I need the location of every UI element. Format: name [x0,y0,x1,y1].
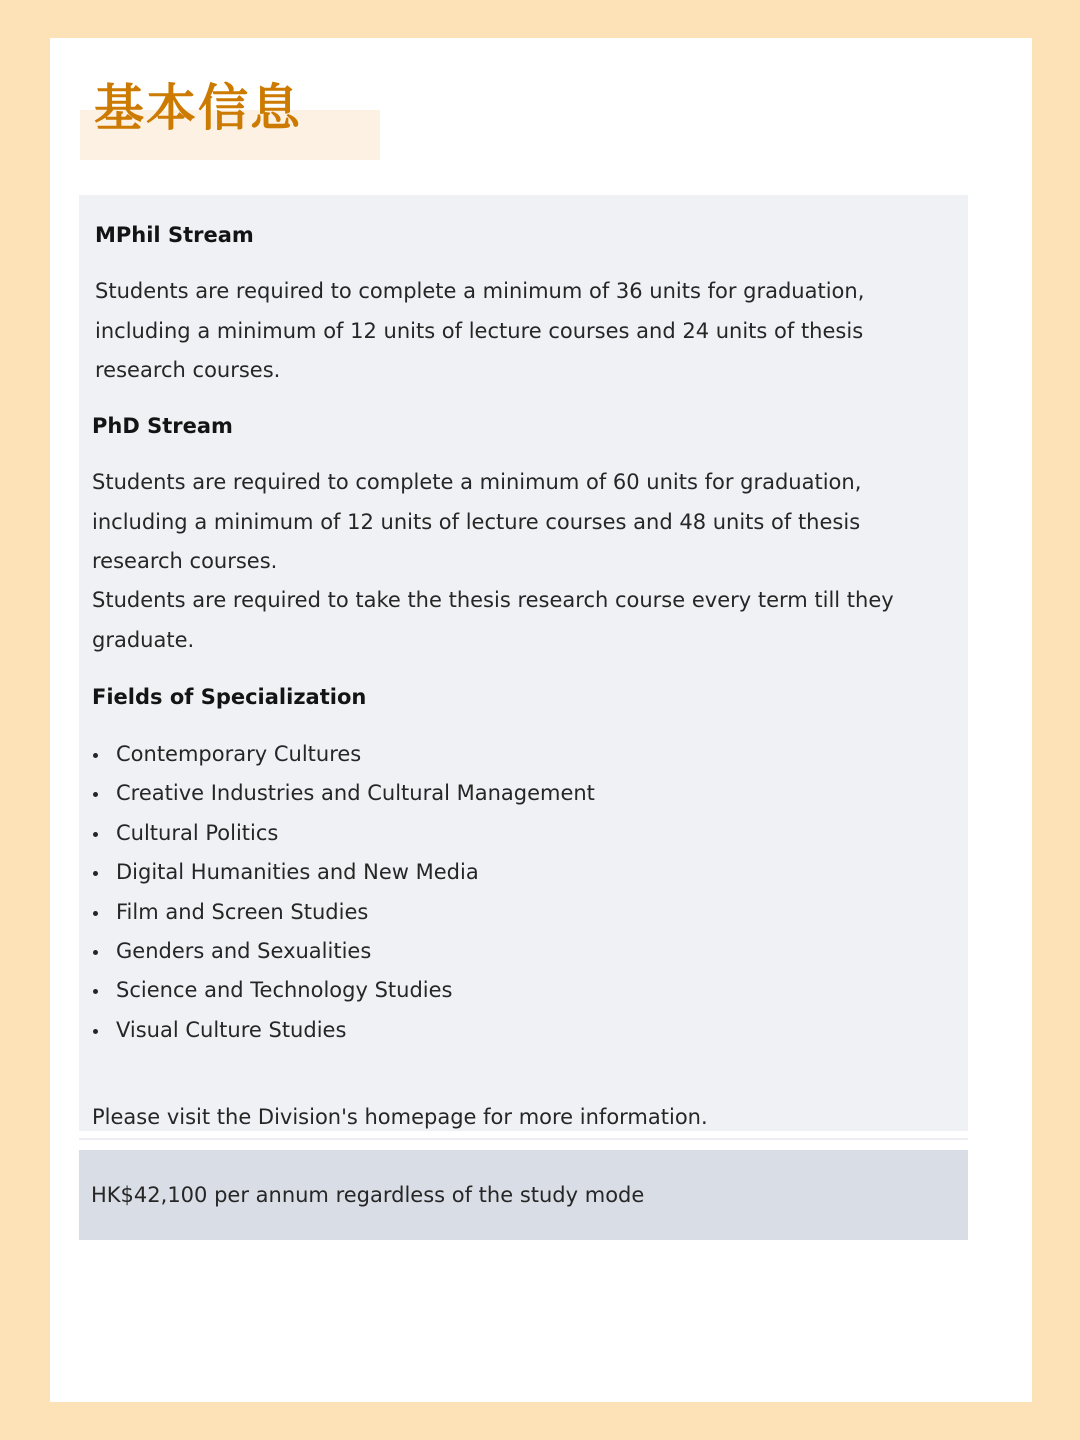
fee-text: HK$42,100 per annum regardless of the study mode [91,1183,645,1207]
phd-heading: PhD Stream [92,414,233,438]
list-item-label: Visual Culture Studies [116,1017,347,1042]
list-item-label: Science and Technology Studies [116,978,453,1003]
list-item [91,853,595,892]
list-item-label: Film and Screen Studies [116,899,369,924]
list-item [91,893,595,932]
list-item-label: Digital Humanities and New Media [116,860,479,885]
bullet-icon [93,950,98,955]
fields-footer-note: Please visit the Division's homepage for more information. [92,1105,708,1129]
title-block [80,76,380,160]
list-item [91,735,595,774]
list-item-label: Creative Industries and Cultural Management [116,781,595,806]
divider [79,1138,968,1140]
list-item [91,1011,595,1050]
phd-paragraph-requirements: Students are required to complete a minimum of 60 units for graduation, including a minimum of 12 units of lecture courses and 48 units of thesis research courses. [92,470,862,573]
bullet-icon [93,832,98,837]
list-item [91,971,595,1010]
specialization-list [91,735,595,1050]
bullet-icon [93,911,98,916]
fields-heading: Fields of Specialization [92,685,367,709]
mphil-heading: MPhil Stream [95,223,254,247]
fee-panel [79,1150,968,1240]
mphil-paragraph: Students are required to complete a minimum of 36 units for graduation, including a minimum of 12 units of lecture courses and 24 units of thesis research courses. [95,279,865,382]
page-title: 基本信息 [94,79,302,137]
bullet-icon [93,989,98,994]
bullet-icon [93,871,98,876]
list-item [91,774,595,813]
list-item [91,814,595,853]
list-item [91,932,595,971]
list-item-label: Cultural Politics [116,820,279,845]
bullet-icon [93,1029,98,1034]
info-panel [79,195,968,1131]
bullet-icon [93,792,98,797]
page-frame [50,38,1032,1402]
list-item-label: Genders and Sexualities [116,939,372,964]
phd-paragraph-thesis: Students are required to take the thesis research course every term till they graduate. [92,588,894,652]
list-item-label: Contemporary Cultures [116,742,362,766]
bullet-icon [93,753,98,758]
